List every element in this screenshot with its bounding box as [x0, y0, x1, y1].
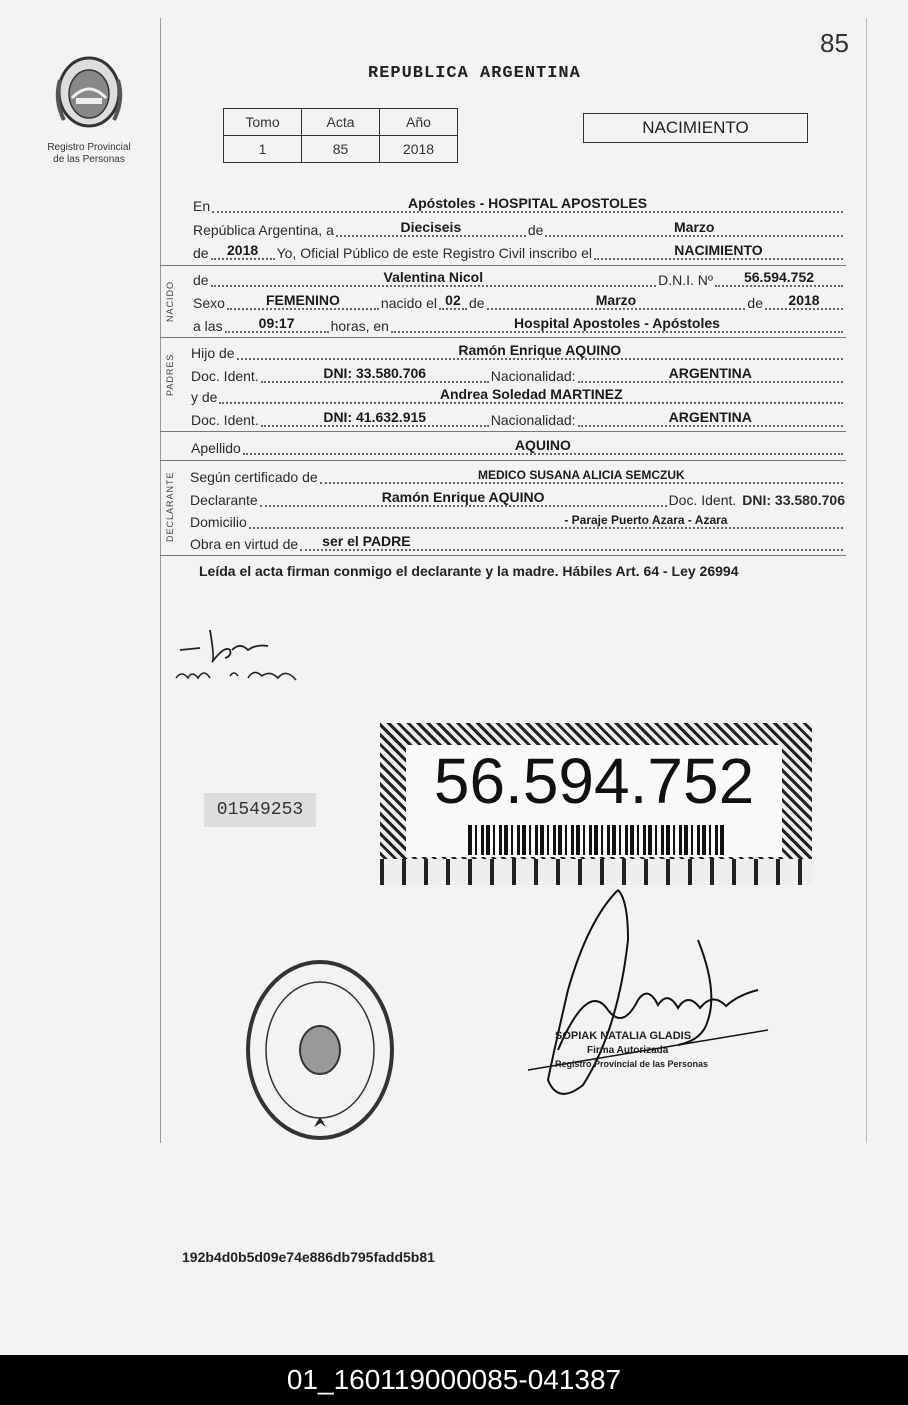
capacity-value: ser el PADRE: [322, 533, 411, 549]
section-divider: [160, 460, 846, 461]
surname-value: AQUINO: [514, 437, 571, 453]
section-divider: [160, 431, 846, 432]
month-value: Marzo: [674, 219, 715, 235]
place-row: En Apóstoles - HOSPITAL APOSTOLES: [193, 193, 845, 215]
serial-number: 01549253: [204, 793, 316, 827]
surname-row: Apellido AQUINO: [191, 435, 845, 457]
domicile-value: - Paraje Puerto Azara - Azara: [564, 513, 728, 527]
child-dni: 56.594.752: [743, 269, 815, 285]
declarant-name: Ramón Enrique AQUINO: [381, 489, 545, 505]
handwritten-signature-declarant: [170, 620, 320, 695]
mother-doc: DNI: 41.632.915: [323, 409, 427, 425]
birth-year: 2018: [788, 292, 820, 308]
section-label-declarante: DECLARANTE: [165, 471, 175, 543]
signatory-name: SOPIAK NATALIA GLADIS: [555, 1030, 692, 1042]
barcode-number: 56.594.752: [433, 745, 755, 817]
certificate-row: Según certificado de MEDICO SUSANA ALICIA SEMCZUK: [190, 464, 845, 486]
section-divider: [160, 337, 846, 338]
barcode-icon: [468, 825, 724, 855]
year-header: Año: [380, 109, 458, 136]
section-divider: [160, 265, 846, 266]
father-nationality: ARGENTINA: [668, 365, 752, 381]
signatory-org: Registro Provincial de las Personas: [555, 1059, 709, 1069]
volume-header: Tomo: [224, 109, 302, 136]
signatory-title: Firma Autorizada: [587, 1045, 669, 1056]
birth-month: Marzo: [595, 292, 637, 308]
domicile-row: Domicilio - Paraje Puerto Azara - Azara: [190, 509, 845, 531]
document-hash: 192b4d0b5d09e74e886db795fadd5b81: [182, 1249, 435, 1265]
section-label-padres: PADRES: [165, 353, 175, 397]
right-margin-line: [866, 18, 867, 1143]
section-label-nacido: NACIDO: [165, 280, 175, 322]
official-seal-stamp: [240, 955, 400, 1145]
record-type-box: NACIMIENTO: [583, 113, 808, 143]
province-shield-icon: [50, 50, 128, 134]
mother-nationality: ARGENTINA: [668, 409, 752, 425]
logo-caption: Registro Provincial de las Personas: [47, 142, 131, 165]
birth-place: Hospital Apostoles - Apóstoles: [514, 315, 720, 331]
signature-block: [555, 1030, 755, 1069]
mother-doc-row: Doc. Ident. DNI: 41.632.915 Nacionalidad: ARGENTINA: [191, 407, 845, 429]
page-title: REPUBLICA ARGENTINA: [368, 64, 581, 83]
father-doc-row: Doc. Ident. DNI: 33.580.706 Nacionalidad: ARGENTINA: [191, 363, 845, 385]
declarant-row: Declarante Ramón Enrique AQUINO Doc. Ident. DNI: 33.580.706: [190, 489, 845, 508]
volume-value: 1: [224, 136, 302, 163]
barcode-label: [380, 723, 812, 885]
left-margin-line: [160, 18, 161, 1143]
handwritten-signature-official: [528, 880, 788, 1110]
year-value: 2018: [227, 242, 259, 258]
event-value: NACIMIENTO: [674, 242, 763, 258]
section-divider: [160, 555, 846, 556]
capacity-row: Obra en virtud de ser el PADRE: [190, 531, 845, 553]
volume-table: [223, 108, 458, 163]
declarant-doc: DNI: 33.580.706: [742, 492, 845, 508]
child-row: de Valentina Nicol D.N.I. Nº 56.594.752: [193, 267, 845, 289]
father-doc: DNI: 33.580.706: [323, 365, 427, 381]
mother-row: y de Andrea Soledad MARTINEZ: [191, 384, 845, 406]
act-header: Acta: [302, 109, 380, 136]
closing-text: Leída el acta firman conmigo el declarante y la madre. Hábiles Art. 64 - Ley 26994: [199, 563, 739, 579]
footer-id: 01_160119000085-041387: [0, 1355, 908, 1405]
father-name: Ramón Enrique AQUINO: [458, 342, 622, 358]
page-number: 85: [820, 28, 849, 58]
sex-value: FEMENINO: [265, 292, 340, 308]
birth-day: 02: [445, 292, 461, 308]
date-row: República Argentina, a Dieciseis de Marzo: [193, 217, 845, 239]
sex-row: Sexo FEMENINO nacido el 02 de Marzo de 2018: [193, 290, 845, 312]
official-row: de 2018 Yo, Oficial Público de este Registro Civil inscribo el NACIMIENTO: [193, 240, 845, 262]
day-value: Dieciseis: [400, 219, 462, 235]
year-value: 2018: [380, 136, 458, 163]
certificate-value: MEDICO SUSANA ALICIA SEMCZUK: [477, 468, 685, 482]
child-name: Valentina Nicol: [383, 269, 484, 285]
mother-name: Andrea Soledad MARTINEZ: [439, 386, 623, 402]
act-value: 85: [302, 136, 380, 163]
birth-time: 09:17: [258, 315, 295, 331]
father-row: Hijo de Ramón Enrique AQUINO: [191, 340, 845, 362]
time-row: a las 09:17 horas, en Hospital Apostoles - Apóstoles: [193, 313, 845, 335]
place-value: Apóstoles - HOSPITAL APOSTOLES: [408, 195, 648, 211]
